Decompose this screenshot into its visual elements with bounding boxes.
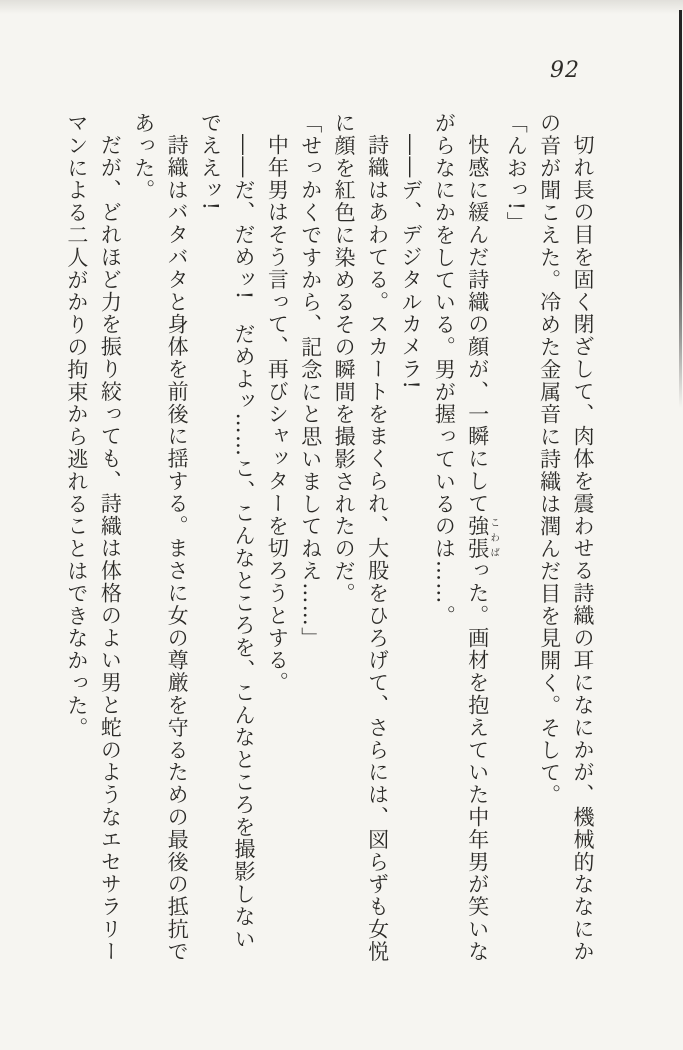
paragraph-text: 快感に緩んだ詩織の顔が、一瞬にして: [465, 134, 490, 516]
paragraph-dialogue: 「せっかくですから、記念にと思いましてねえ……」: [298, 112, 323, 650]
ruby-base: 強張: [465, 515, 490, 561]
body-text: [60, 112, 600, 968]
ruby-annotation: [465, 515, 500, 561]
paragraph: ――デ、デジタルカメラ!: [398, 134, 423, 391]
ruby-furigana: こわば: [488, 515, 500, 561]
scan-noise-artifact: [0, 0, 683, 14]
paragraph: 切れ長の目を固く閉ざして、肉体を震わせる詩織の耳になにかが、機械的ななにかの音が聞こえた。冷めた金属音に詩織は潤んだ目を見開く。そして。: [537, 112, 595, 964]
scan-edge-line-artifact: [679, 10, 682, 408]
paragraph-dialogue: 「んおっ!」: [504, 112, 529, 234]
paragraph-text: った。画材を抱えていた中年男が笑いながらなにかをしている。男が握っているのは……。: [432, 112, 490, 964]
paragraph: 詩織はバタバタと身体を前後に揺する。まさに女の尊厳を守るための最後の抵抗であった。: [131, 112, 190, 964]
paragraph: ――だ、だめッ! だめよッ……こ、こんなところを、こんなところを撮影しないでええッ!: [198, 112, 256, 951]
paragraph: 詩織はあわてる。スカートをまくられ、大股をひろげて、さらには、図らずも女悦に顔を紅色に染めるその瞬間を撮影されたのだ。: [332, 112, 390, 964]
paragraph: だが、どれほど力を振り絞っても、詩織は体格のよい男と蛇のようなエセサラリーマンによる二人がかりの拘束から逃れることはできなかった。: [64, 112, 123, 964]
paragraph: 中年男はそう言って、再びシャッターを切ろうとする。: [265, 134, 290, 695]
paragraph: [427, 112, 499, 968]
page-number: 92: [550, 58, 580, 83]
